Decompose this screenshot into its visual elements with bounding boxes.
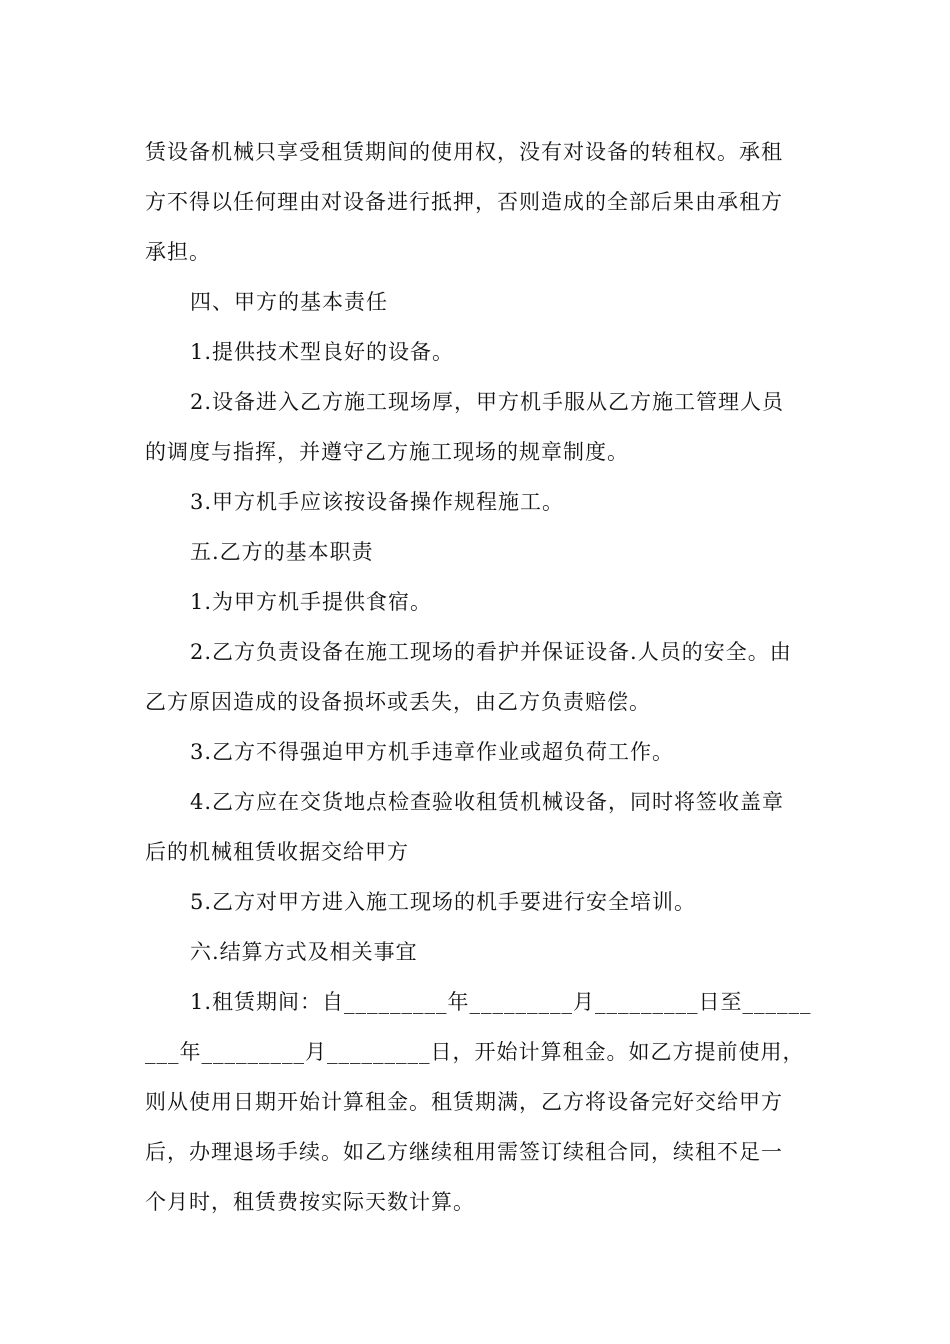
text-line: 赁设备机械只享受租赁期间的使用权，没有对设备的转租权。承租: [145, 140, 783, 164]
party-a-item-2: [145, 377, 810, 477]
clause-text: 5.乙方对甲方进入施工现场的机手要进行安全培训。: [190, 890, 697, 914]
text-line: 4.乙方应在交货地点检查验收租赁机械设备，同时将签收盖章: [190, 790, 785, 814]
text-line: 的调度与指挥，并遵守乙方施工现场的规章制度。: [145, 440, 629, 464]
section-heading-settlement: [145, 927, 810, 977]
text-line: 则从使用日期开始计算租金。租赁期满，乙方将设备完好交给甲方: [145, 1090, 783, 1114]
text-line: 个月时，租赁费按实际天数计算。: [145, 1190, 475, 1214]
text-line: 乙方原因造成的设备损坏或丢失，由乙方负责赔偿。: [145, 690, 651, 714]
party-b-item-3: [145, 727, 810, 777]
party-a-item-1: [145, 327, 810, 377]
clause-text: 3.乙方不得强迫甲方机手违章作业或超负荷工作。: [190, 740, 675, 764]
clause-text: 3.甲方机手应该按设备操作规程施工。: [190, 490, 565, 514]
text-line: 2.设备进入乙方施工现场厚，甲方机手服从乙方施工管理人员: [190, 390, 785, 414]
text-line: 2.乙方负责设备在施工现场的看护并保证设备.人员的安全。由: [190, 640, 792, 664]
text-line: 1.租赁期间：自_________年_________月_________日至______: [190, 990, 812, 1014]
section-heading-party-b: [145, 527, 810, 577]
clause-text: 1.为甲方机手提供食宿。: [190, 590, 433, 614]
section-heading-text: 五.乙方的基本职责: [190, 540, 374, 564]
text-line: 承担。: [145, 240, 211, 264]
party-b-item-1: [145, 577, 810, 627]
text-line: 后，办理退场手续。如乙方继续租用需签订续租合同，续租不足一: [145, 1140, 783, 1164]
settlement-item-1: [145, 977, 810, 1227]
party-b-item-2: [145, 627, 810, 727]
text-line: ___年_________月_________日，开始计算租金。如乙方提前使用，: [145, 1040, 805, 1064]
text-line: 方不得以任何理由对设备进行抵押，否则造成的全部后果由承租方: [145, 190, 783, 214]
party-a-item-3: [145, 477, 810, 527]
text-line: 后的机械租赁收据交给甲方: [145, 840, 409, 864]
party-b-item-5: [145, 877, 810, 927]
document-body: [145, 127, 810, 1227]
section-heading-text: 四、甲方的基本责任: [190, 290, 388, 314]
section-heading-text: 六.结算方式及相关事宜: [190, 940, 418, 964]
party-b-item-4: [145, 777, 810, 877]
clause-text: 1.提供技术型良好的设备。: [190, 340, 455, 364]
section-heading-party-a: [145, 277, 810, 327]
paragraph-lease-continuation: [145, 127, 810, 277]
